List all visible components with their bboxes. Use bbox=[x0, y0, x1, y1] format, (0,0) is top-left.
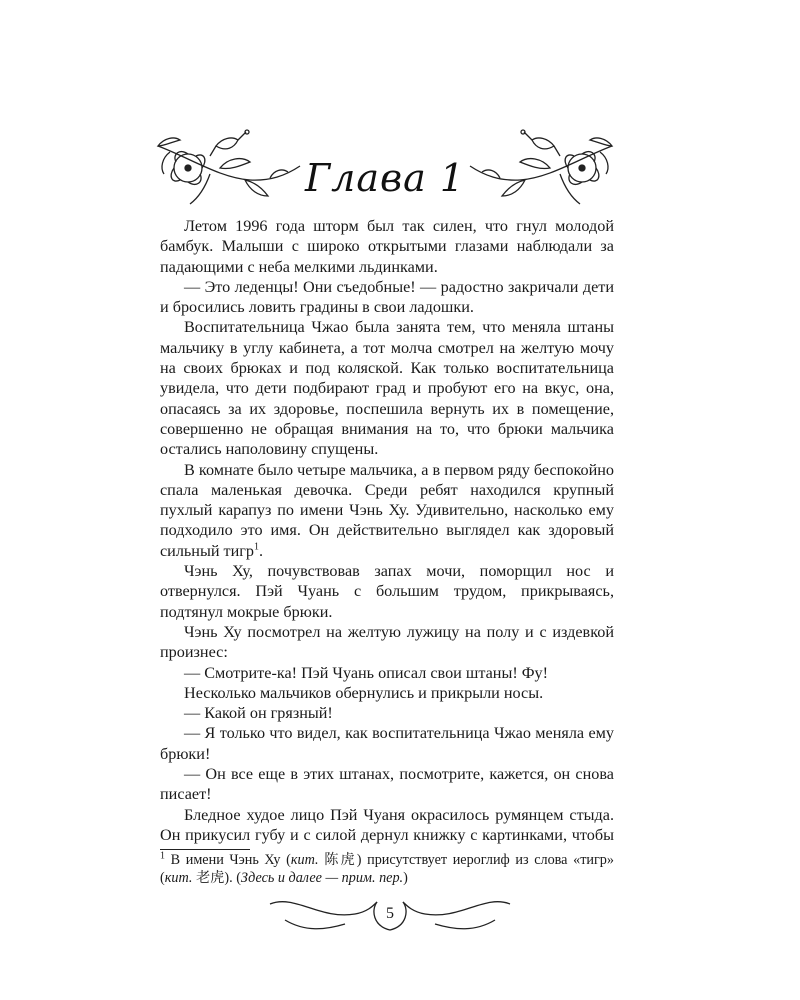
footnote-text: ). ( bbox=[224, 870, 241, 886]
paragraph: Несколько мальчиков обернулись и прикрыли носы. bbox=[184, 683, 544, 702]
footnote-abbr: кит. bbox=[290, 852, 319, 868]
footnote-number: 1 bbox=[160, 850, 165, 862]
footnote-text: В имени Чэнь Ху ( bbox=[170, 852, 291, 868]
floral-ornament-left-icon bbox=[150, 128, 310, 208]
paragraph: — Он все еще в этих штанах, посмотрите, кажется, он снова писает! bbox=[160, 765, 614, 804]
paragraph-text: В комнате было четыре мальчика, а в первом ряду беспокойно спала маленькая девочка. Среди ребят находился крупный пухлый карапуз по имени Чэнь Ху. Удивительно, насколько ему подходило это имя. Он действительно выглядел как здоровый сильный тигр bbox=[160, 460, 614, 560]
floral-ornament-right-icon bbox=[460, 128, 620, 208]
footnote-divider bbox=[160, 849, 250, 850]
footnote bbox=[160, 851, 614, 887]
page-number: 5 bbox=[386, 905, 394, 922]
footnote-text: ) присутствует иероглиф из слова «тигр» ( bbox=[160, 852, 614, 886]
footnote-abbr: кит. bbox=[164, 870, 193, 886]
paragraph: — Смотрите-ка! Пэй Чуань описал свои штаны! Фу! bbox=[184, 663, 549, 682]
footnote-hanzi: 陈虎 bbox=[324, 852, 357, 868]
paragraph: Чэнь Ху посмотрел на желтую лужицу на полу и с издевкой произнес: bbox=[160, 622, 614, 662]
paragraph: — Это леденцы! Они съедобные! — радостно закричали дети и бросились ловить градины в свои ладошки. bbox=[160, 277, 614, 317]
chapter-body bbox=[160, 216, 614, 845]
paragraph: — Какой он грязный! bbox=[184, 704, 333, 723]
paragraph: Чэнь Ху, почувствовав запах мочи, поморщил нос и отвернулся. Пэй Чуань с большим трудом, прикрываясь, подтянул мокрые брюки. bbox=[160, 562, 614, 621]
chapter-title: Глава 1 bbox=[304, 156, 466, 200]
footnote-note: Здесь и далее — прим. пер. bbox=[240, 870, 404, 886]
footnote-hanzi: 老虎 bbox=[195, 870, 225, 886]
footnote-text: ) bbox=[403, 870, 408, 886]
paragraph-end: . bbox=[259, 541, 264, 560]
paragraph: Бледное худое лицо Пэй Чуаня окрасилось румянцем стыда. Он прикусил губу и с силой дернул книжку с картинками, чтобы bbox=[160, 805, 614, 844]
paragraph: Летом 1996 года шторм был так силен, что гнул молодой бамбук. Малыши с широко открытыми глазами наблюдали за падающими с неба мелкими льдинками. bbox=[160, 217, 614, 276]
paragraph: — Я только что видел, как воспитательница Чжао меняла ему брюки! bbox=[160, 724, 614, 763]
chapter-header bbox=[150, 128, 620, 228]
footnote-reference[interactable]: 1 bbox=[254, 541, 260, 553]
paragraph bbox=[160, 460, 614, 561]
paragraph: Воспитательница Чжао была занята тем, что меняла штаны мальчику в углу кабинета, а тот молча смотрел на желтую мочу на своих брюках и под коляской. Как только воспитательница увидела, что дети подбирают град и пробуют его на вкус, она, опасаясь за их здоровье, поспешила вернуть их в помещение, совершенно не обращая внимания на то, что брюки мальчика остались наполовину спущены. bbox=[160, 318, 614, 459]
page-footer bbox=[265, 890, 515, 940]
